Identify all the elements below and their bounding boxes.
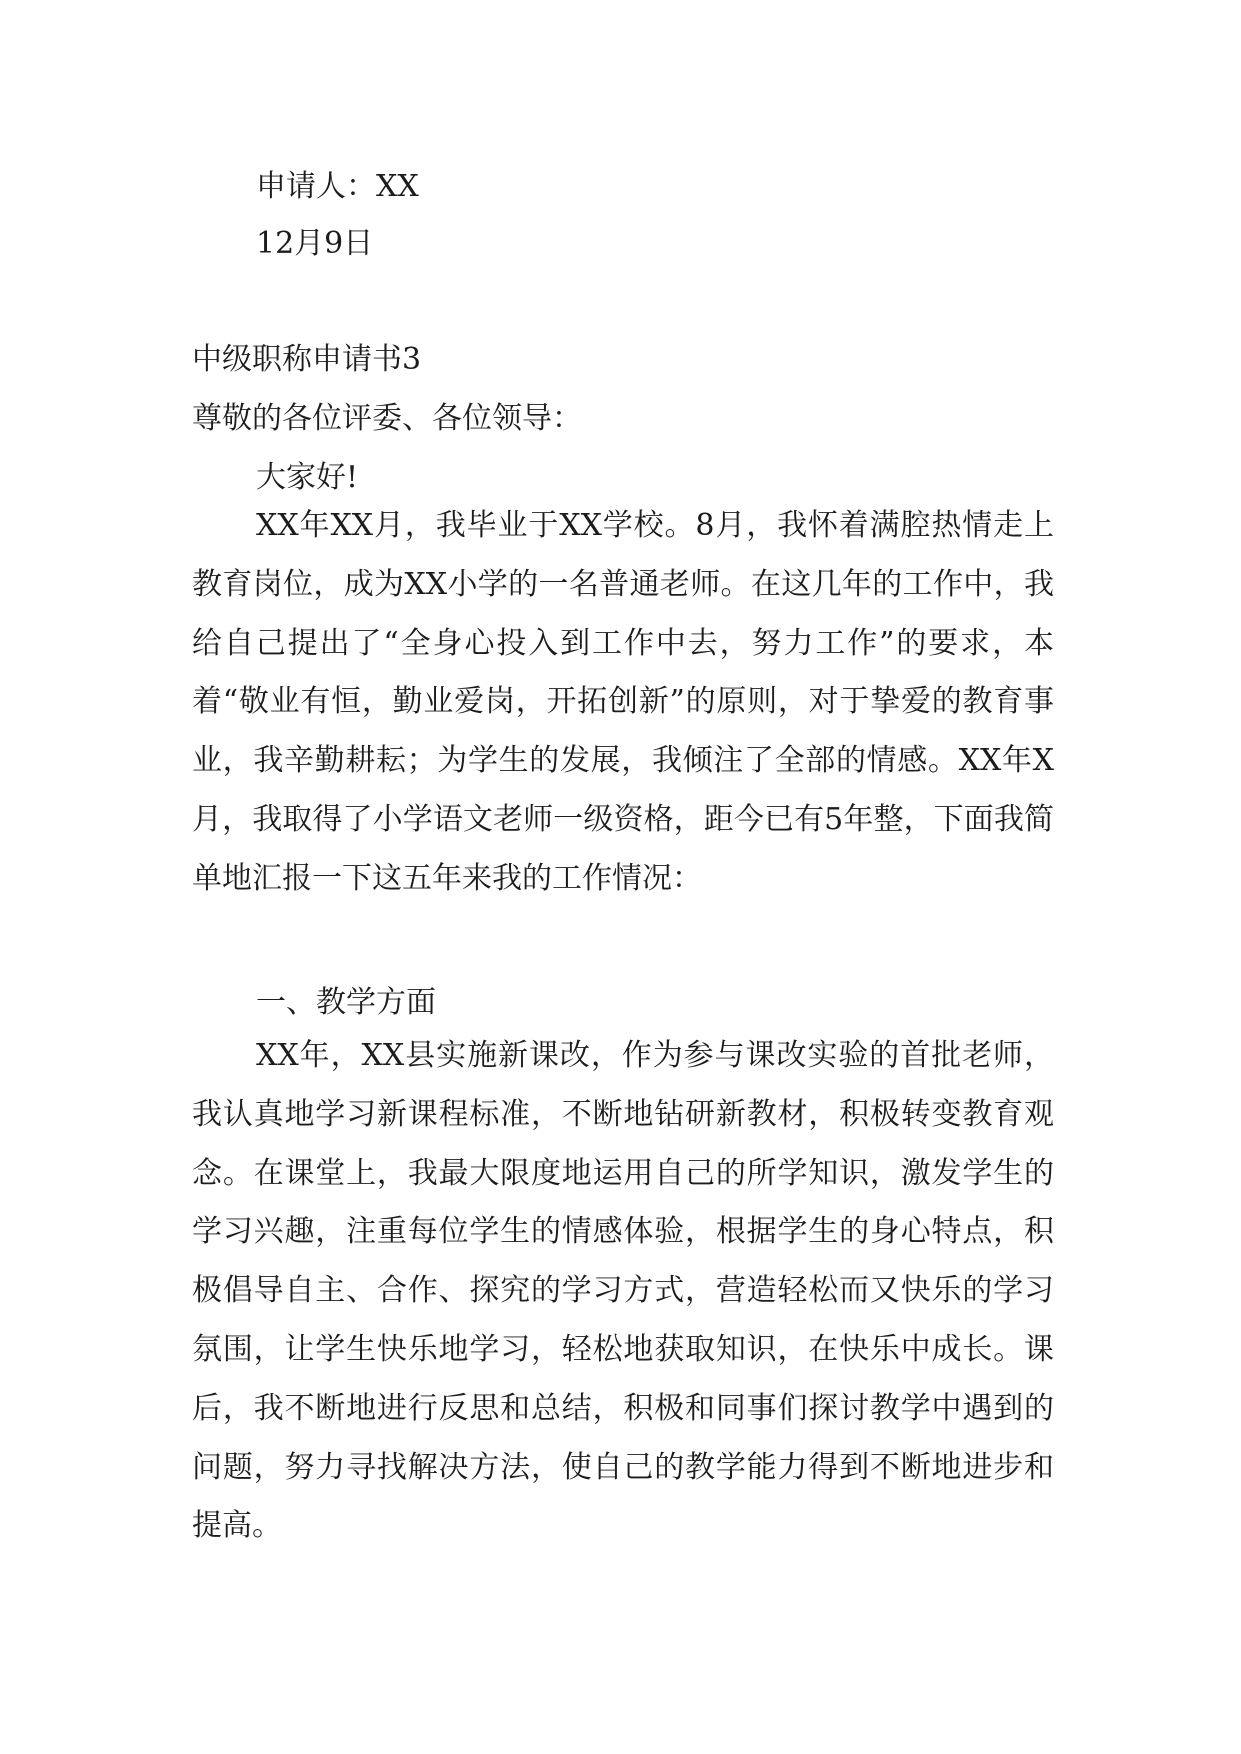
section-heading-teaching: 一、教学方面 (256, 985, 436, 1020)
intro-paragraph: XX年XX月，我毕业于XX学校。8月，我怀着满腔热情走上教育岗位，成为XX小学的一名普通老师。在这几年的工作中，我给自己提出了“全身心投入到工作中去，努力工作”的要求，本着“敬业有恒，勤业爱岗，开拓创新”的原则，对于挚爱的教育事业，我辛勤耕耘；为学生的发展，我倾注了全部的情感。XX年X月，我取得了小学语文老师一级资格，距今已有5年整，下面我简单地汇报一下这五年来我的工作情况： (192, 508, 1054, 896)
salutation: 尊敬的各位评委、各位领导： (192, 401, 582, 436)
signature-date: 12月9日 (256, 226, 374, 261)
greeting: 大家好! (256, 460, 359, 495)
applicant-signature: 申请人：XX (256, 169, 419, 204)
teaching-paragraph: XX年，XX县实施新课改，作为参与课改实验的首批老师，我认真地学习新课程标准，不断地钻研新教材，积极转变教育观念。在课堂上，我最大限度地运用自己的所学知识，激发学生的学习兴趣，注重每位学生的情感体验，根据学生的身心特点，积极倡导自主、合作、探究的学习方式，营造轻松而又快乐的学习氛围，让学生快乐地学习，轻松地获取知识，在快乐中成长。课后，我不断地进行反思和总结，积极和同事们探讨教学中遇到的问题，努力寻找解决方法，使自己的教学能力得到不断地进步和提高。 (192, 1038, 1054, 1544)
document-title: 中级职称申请书3 (192, 342, 422, 377)
